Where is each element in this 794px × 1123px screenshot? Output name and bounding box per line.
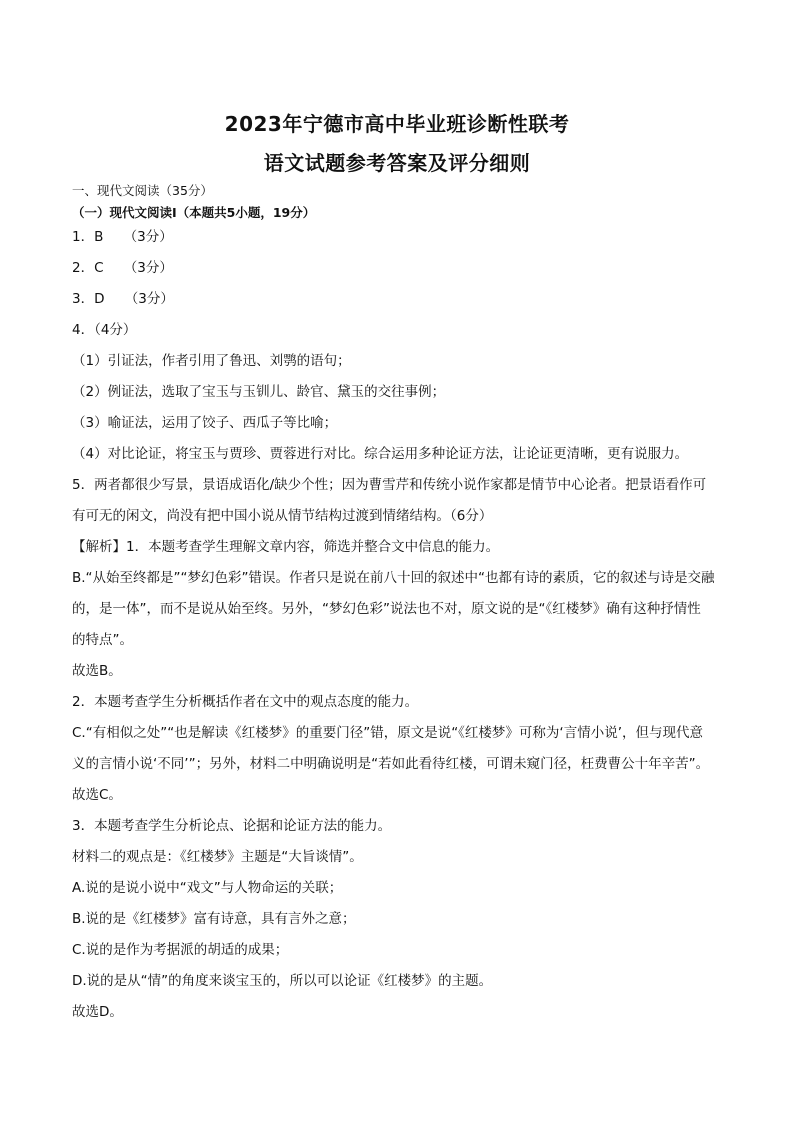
answer-line-4: 4．（4分）: [72, 322, 137, 338]
analysis-line-11: 材料二的观点是：《红楼梦》主题是“大旨谈情”。: [72, 849, 363, 865]
analysis-line-4: 的特点”。: [72, 632, 133, 648]
analysis-line-13: B.说的是《红楼梦》富有诗意，具有言外之意；: [72, 911, 356, 927]
analysis-line-3: 的，是一体”，而不是说从始至终。另外，“梦幻色彩”说法也不对，原文说的是“《红楼梦》确有这种抒情性: [72, 601, 701, 617]
analysis-line-8: 义的言情小说‘不同’”；另外，材料二中明确说明是“若如此看待红楼，可谓未窥门径，枉费曹公十年辛苦”。: [72, 756, 710, 772]
analysis-line-14: C.说的是作为考据派的胡适的成果；: [72, 942, 289, 958]
analysis-line-5: 故选B。: [72, 663, 122, 679]
answer-line-3: 3．D （3分）: [72, 291, 174, 307]
section-heading: 一、现代文阅读（35分）: [72, 183, 213, 198]
analysis-line-12: A.说的是说小说中“戏文”与人物命运的关联；: [72, 880, 343, 896]
analysis-line-9: 故选C。: [72, 787, 122, 803]
answer-line-7: （3）喻证法，运用了饺子、西瓜子等比喻；: [72, 415, 338, 431]
sub-section-heading: （一）现代文阅读Ⅰ（本题共5小题，19分）: [72, 205, 316, 220]
document-subtitle: 语文试题参考答案及评分细则: [263, 151, 531, 175]
answer-line-8: （4）对比论证，将宝玉与贾珍、贾蓉进行对比。综合运用多种论证方法，让论证更清晰，更有说服力。: [72, 446, 689, 462]
analysis-line-1: 【解析】1．本题考查学生理解文章内容，筛选并整合文中信息的能力。: [72, 539, 500, 555]
answer-line-5: （1）引证法，作者引用了鲁迅、刘鹗的语句；: [72, 353, 351, 369]
answer-line-10: 有可无的闲文，尚没有把中国小说从情节结构过渡到情绪结构。（6分）: [72, 508, 493, 524]
answer-line-2: 2．C （3分）: [72, 260, 173, 276]
document-title: 2023年宁德市高中毕业班诊断性联考: [224, 112, 570, 136]
analysis-line-6: 2．本题考查学生分析概括作者在文中的观点态度的能力。: [72, 694, 419, 710]
section-header-block: [72, 180, 722, 224]
analysis-line-2: B.“从始至终都是”“梦幻色彩”错误。作者只是说在前八十回的叙述中“也都有诗的素质，它的叙述与诗是交融: [72, 570, 715, 586]
analysis-line-16: 故选D。: [72, 1004, 123, 1020]
answer-line-9: 5．两者都很少写景，景语成语化/缺少个性；因为曹雪芹和传统小说作家都是情节中心论者。把景语看作可: [72, 477, 707, 493]
analysis-line-7: C.“有相似之处”“也是解读《红楼梦》的重要门径”错，原文是说“《红楼梦》可称为‘言情小说’，但与现代意: [72, 725, 704, 741]
answer-line-6: （2）例证法，选取了宝玉与玉钏儿、龄官、黛玉的交往事例；: [72, 384, 446, 400]
answer-line-1: 1．B （3分）: [72, 229, 173, 245]
analysis-line-15: D.说的是从“情”的角度来谈宝玉的，所以可以论证《红楼梦》的主题。: [72, 973, 493, 989]
answer-body: [72, 222, 722, 1028]
analysis-line-10: 3．本题考查学生分析论点、论据和论证方法的能力。: [72, 818, 392, 834]
